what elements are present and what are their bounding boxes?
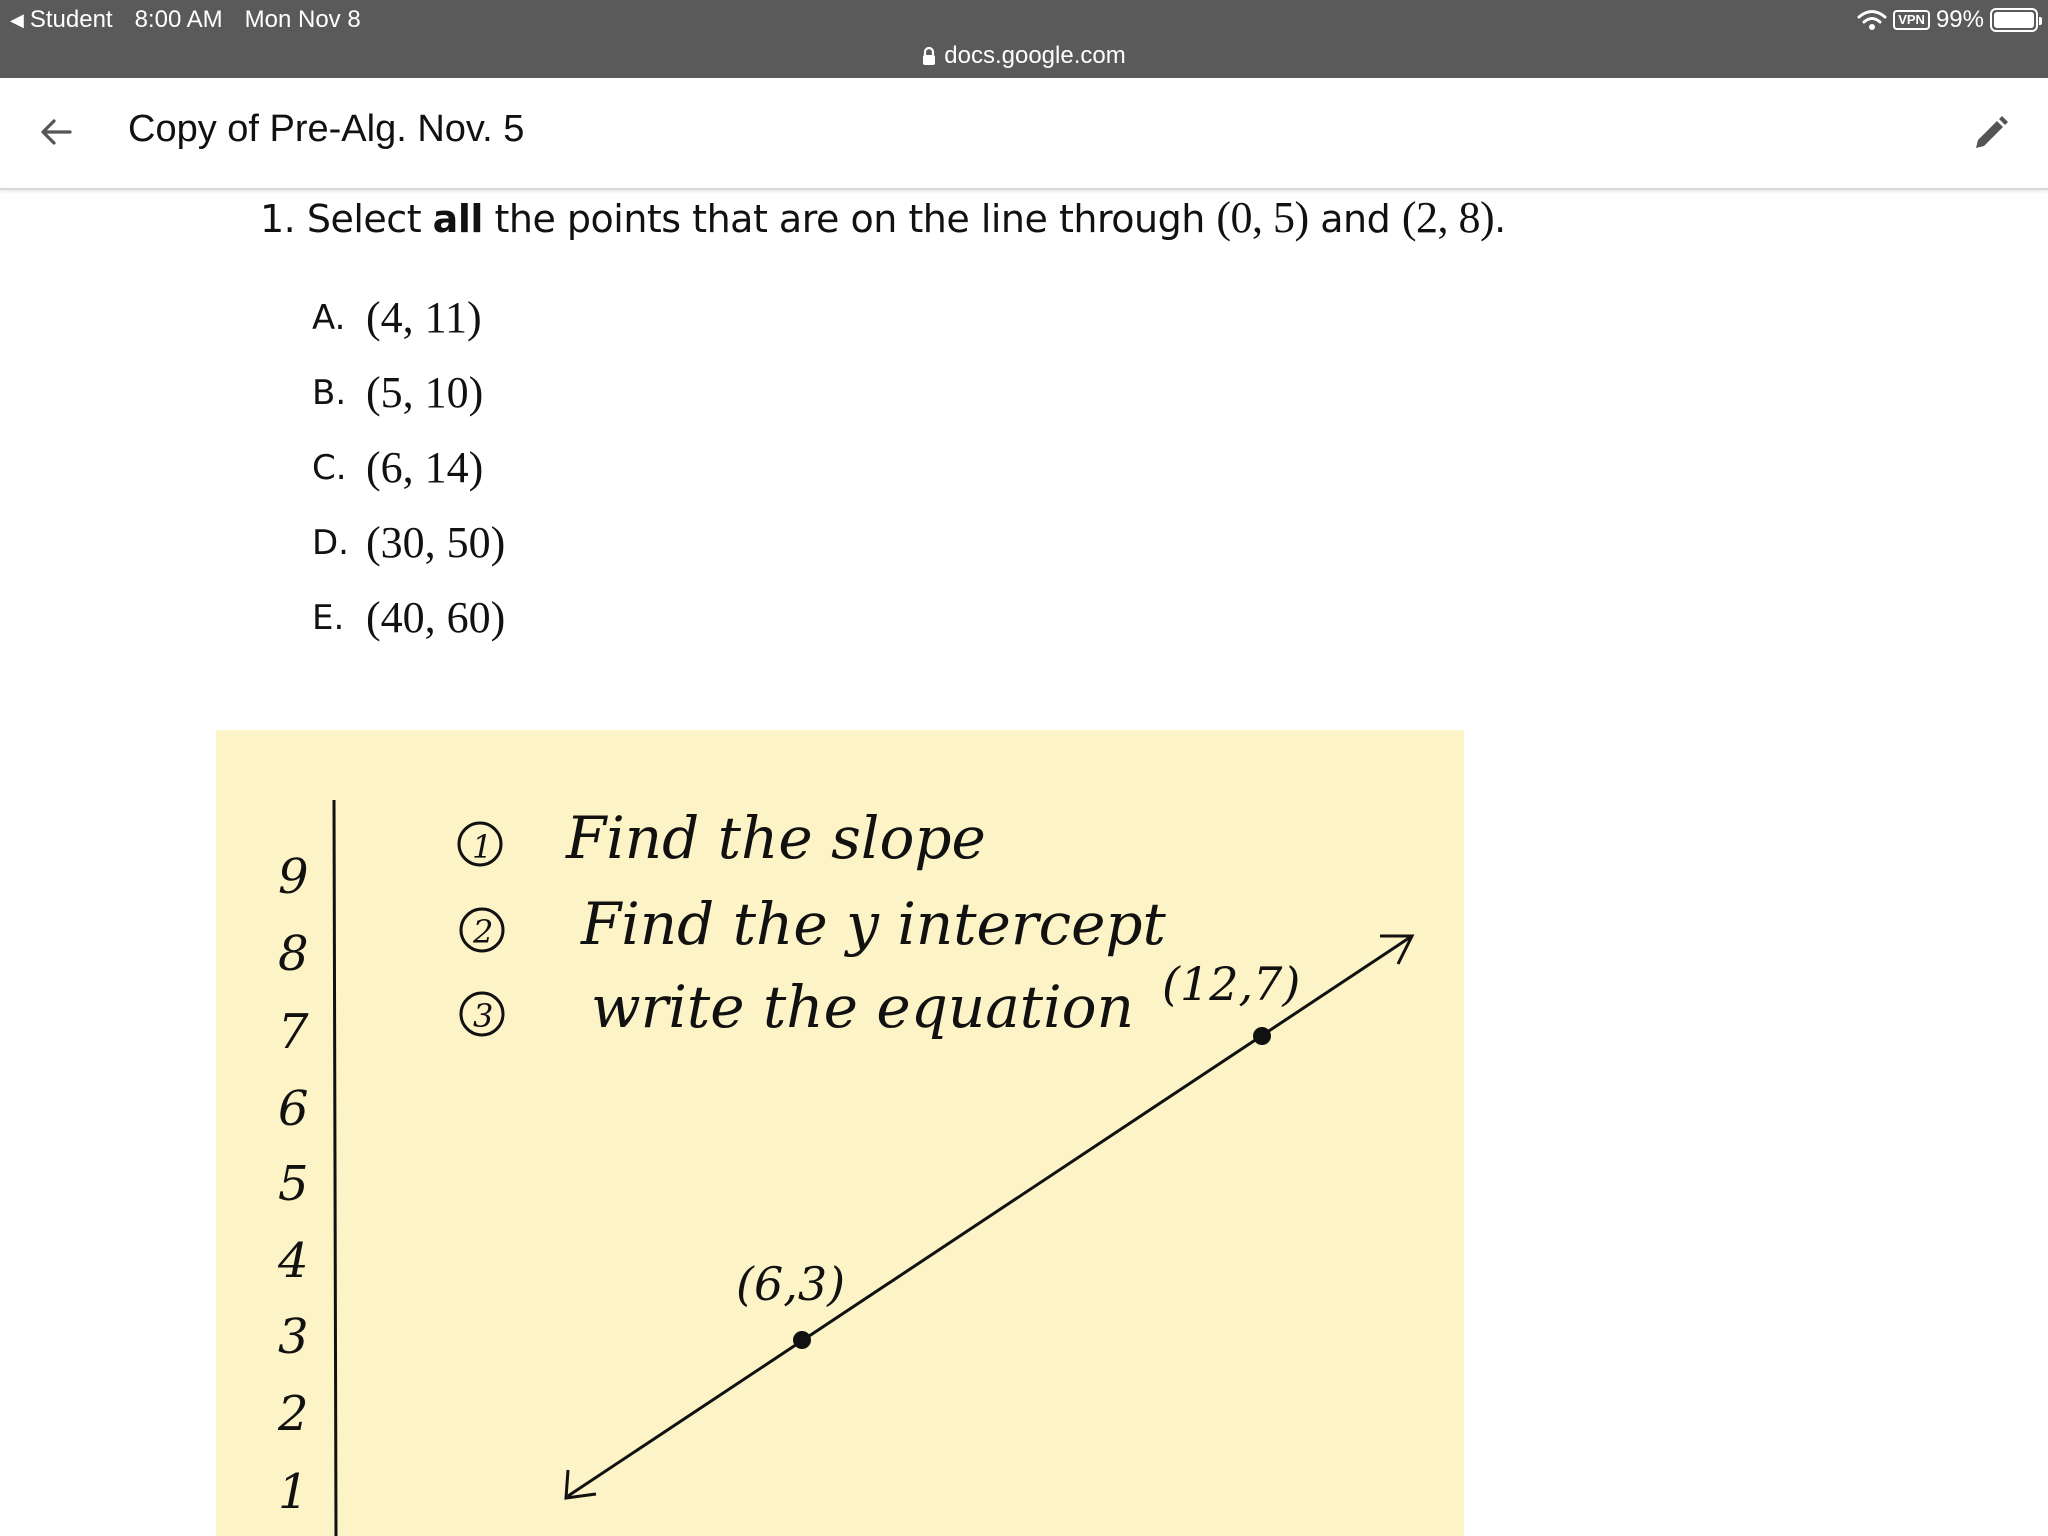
question-bold-word: all (432, 197, 483, 241)
edit-pencil-icon[interactable] (1970, 114, 2010, 154)
step-1-text: Find the slope (566, 804, 986, 872)
option-value: (5, 10) (366, 368, 484, 417)
point-12-7 (1253, 1027, 1271, 1045)
option-c (312, 430, 505, 505)
doc-toolbar (0, 78, 2048, 190)
option-b (312, 355, 505, 430)
vpn-badge: VPN (1893, 10, 1930, 30)
option-letter: D. (312, 522, 349, 563)
note-drawing (216, 730, 1464, 1536)
axis-label-7: 7 (278, 1004, 309, 1060)
wifi-icon (1857, 9, 1887, 31)
axis-label-2: 2 (278, 1386, 309, 1442)
step-3-text: write the equation (591, 973, 1134, 1041)
option-letter: A. (312, 297, 346, 338)
question-point-b: (2, 8) (1401, 193, 1495, 242)
battery-percent: 99% (1935, 6, 1984, 33)
document-title: Copy of Pre-Alg. Nov. 5 (128, 108, 525, 150)
option-value: (40, 60) (366, 593, 506, 642)
question-text-before: Select (306, 197, 433, 241)
status-left (10, 5, 361, 35)
axis-label-5: 5 (278, 1156, 309, 1212)
axis-label-1: 1 (278, 1464, 309, 1520)
axis-label-9: 9 (278, 849, 309, 905)
y-axis-line (334, 800, 336, 1536)
option-value: (6, 14) (366, 443, 484, 492)
option-letter: E. (312, 597, 345, 638)
axis-label-8: 8 (278, 926, 309, 982)
step-1-num: 1 (472, 828, 493, 866)
back-to-app-icon[interactable]: ◀ (10, 9, 24, 30)
status-bar (0, 0, 2048, 78)
question-and: and (1308, 197, 1402, 241)
point-label-12-7: (12,7) (1162, 957, 1301, 1011)
battery-icon (1990, 8, 2038, 32)
option-d (312, 505, 505, 580)
option-value: (30, 50) (366, 518, 506, 567)
option-letter: B. (312, 372, 347, 413)
question-text-end: . (1494, 197, 1506, 241)
axis-label-6: 6 (278, 1081, 309, 1137)
url-text[interactable]: docs.google.com (944, 42, 1126, 69)
status-time: 8:00 AM (134, 6, 223, 33)
step-3-num: 3 (473, 997, 494, 1035)
option-letter: C. (312, 447, 347, 488)
url-bar[interactable] (0, 38, 2048, 74)
question-text (260, 192, 1506, 243)
status-right (1857, 5, 2038, 35)
step-2-num: 2 (473, 913, 494, 951)
back-to-app-label[interactable]: Student (29, 6, 113, 33)
answer-options (312, 280, 505, 655)
option-value: (4, 11) (366, 293, 482, 342)
question-text-middle: the points that are on the line through (482, 197, 1217, 241)
step-2-text: Find the y intercept (581, 890, 1166, 958)
handwritten-note-image (216, 730, 1464, 1536)
question-point-a: (0, 5) (1216, 193, 1309, 242)
back-arrow-icon[interactable] (38, 114, 74, 150)
lock-icon (922, 46, 936, 66)
question-number: 1. (260, 197, 296, 241)
point-6-3 (793, 1331, 811, 1349)
axis-label-4: 4 (278, 1233, 309, 1289)
axis-label-3: 3 (278, 1309, 309, 1365)
option-e (312, 580, 505, 655)
option-a (312, 280, 505, 355)
point-label-6-3: (6,3) (736, 1257, 846, 1311)
status-date: Mon Nov 8 (244, 6, 361, 33)
